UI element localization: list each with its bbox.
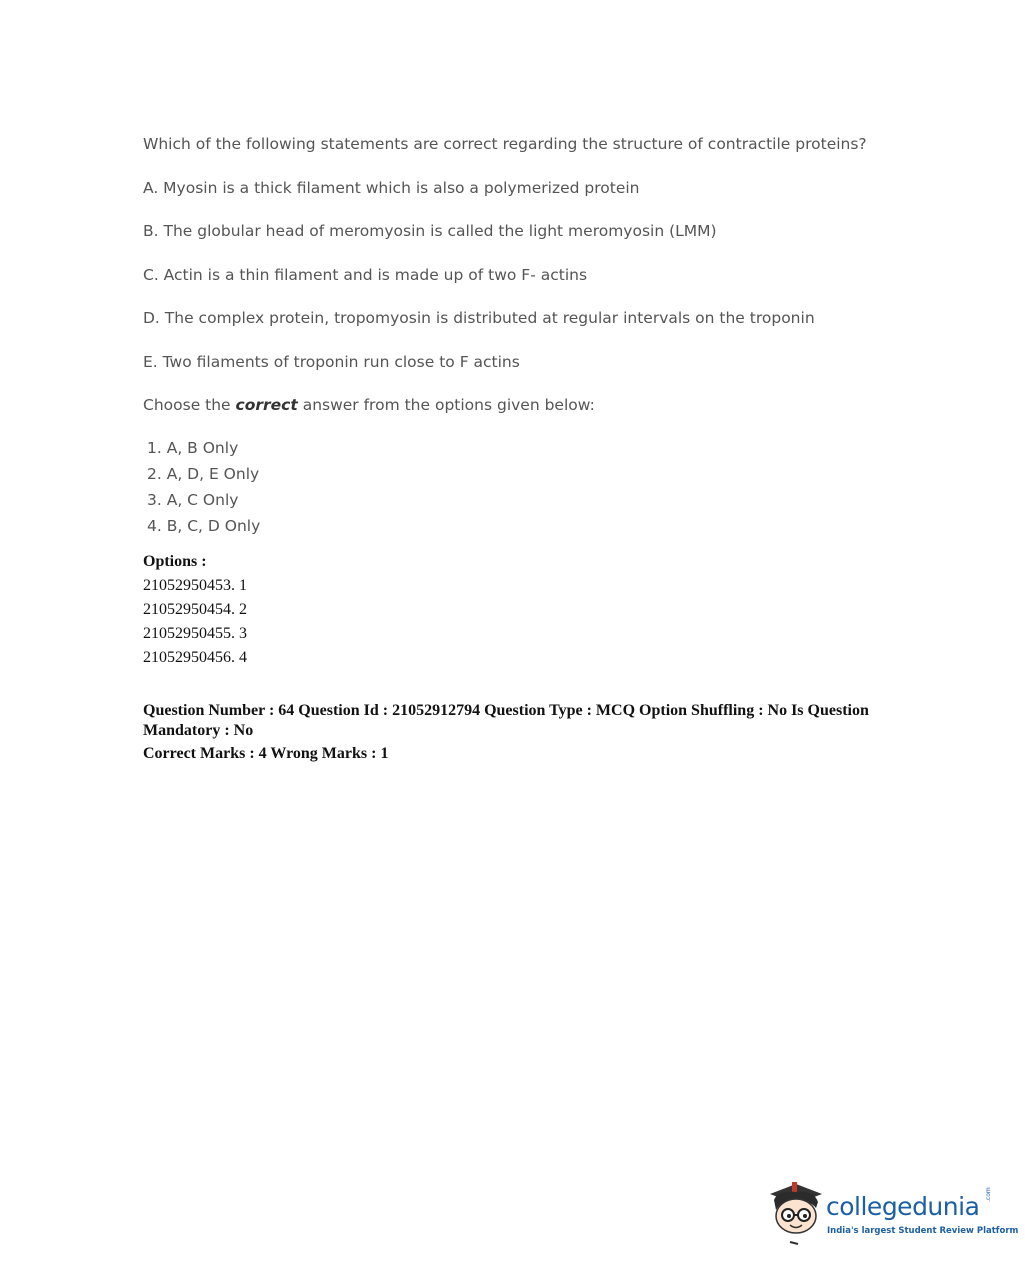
choice-2: 2. A, D, E Only bbox=[147, 465, 260, 483]
option-id-1: 21052950453. 1 bbox=[143, 577, 247, 594]
statement-c: C. Actin is a thin filament and is made up of two F- actins bbox=[143, 265, 588, 284]
collegedunia-logo bbox=[766, 1178, 1019, 1250]
answer-choices bbox=[147, 435, 260, 539]
question-stem: Which of the following statements are correct regarding the structure of contractile proteins? bbox=[143, 135, 867, 153]
choice-1: 1. A, B Only bbox=[147, 439, 239, 457]
statement-d: D. The complex protein, tropomyosin is distributed at regular intervals on the troponin bbox=[143, 309, 815, 327]
instruction-pre: Choose the bbox=[143, 396, 236, 414]
logo-wordmark: collegedunia bbox=[826, 1192, 980, 1221]
choice-3: 3. A, C Only bbox=[147, 491, 239, 509]
options-section bbox=[143, 550, 247, 670]
logo-tagline: India's largest Student Review Platform bbox=[827, 1226, 1019, 1236]
statement-b: B. The globular head of meromyosin is called the light meromyosin (LMM) bbox=[143, 222, 717, 240]
question-meta-line: Question Number : 64 Question Id : 21052912794 Question Type : MCQ Option Shuffling : No Is Question Mandatory : No bbox=[143, 702, 869, 739]
logo-domain-suffix: .com bbox=[985, 1187, 992, 1202]
option-id-2: 21052950454. 2 bbox=[143, 601, 247, 618]
option-id-3: 21052950455. 3 bbox=[143, 625, 247, 642]
options-title: Options : bbox=[143, 553, 207, 570]
option-id-4: 21052950456. 4 bbox=[143, 649, 247, 666]
statement-a: A. Myosin is a thick filament which is also a polymerized protein bbox=[143, 178, 640, 197]
instruction-post: answer from the options given below: bbox=[297, 396, 595, 414]
question-block bbox=[143, 132, 943, 437]
student-mascot-icon bbox=[766, 1178, 826, 1250]
marks-line: Correct Marks : 4 Wrong Marks : 1 bbox=[143, 745, 389, 762]
question-metadata bbox=[143, 701, 883, 764]
choice-4: 4. B, C, D Only bbox=[147, 517, 261, 535]
instruction bbox=[143, 393, 943, 437]
instruction-emphasis: correct bbox=[235, 396, 298, 414]
statement-e: E. Two filaments of troponin run close to F actins bbox=[143, 352, 520, 371]
